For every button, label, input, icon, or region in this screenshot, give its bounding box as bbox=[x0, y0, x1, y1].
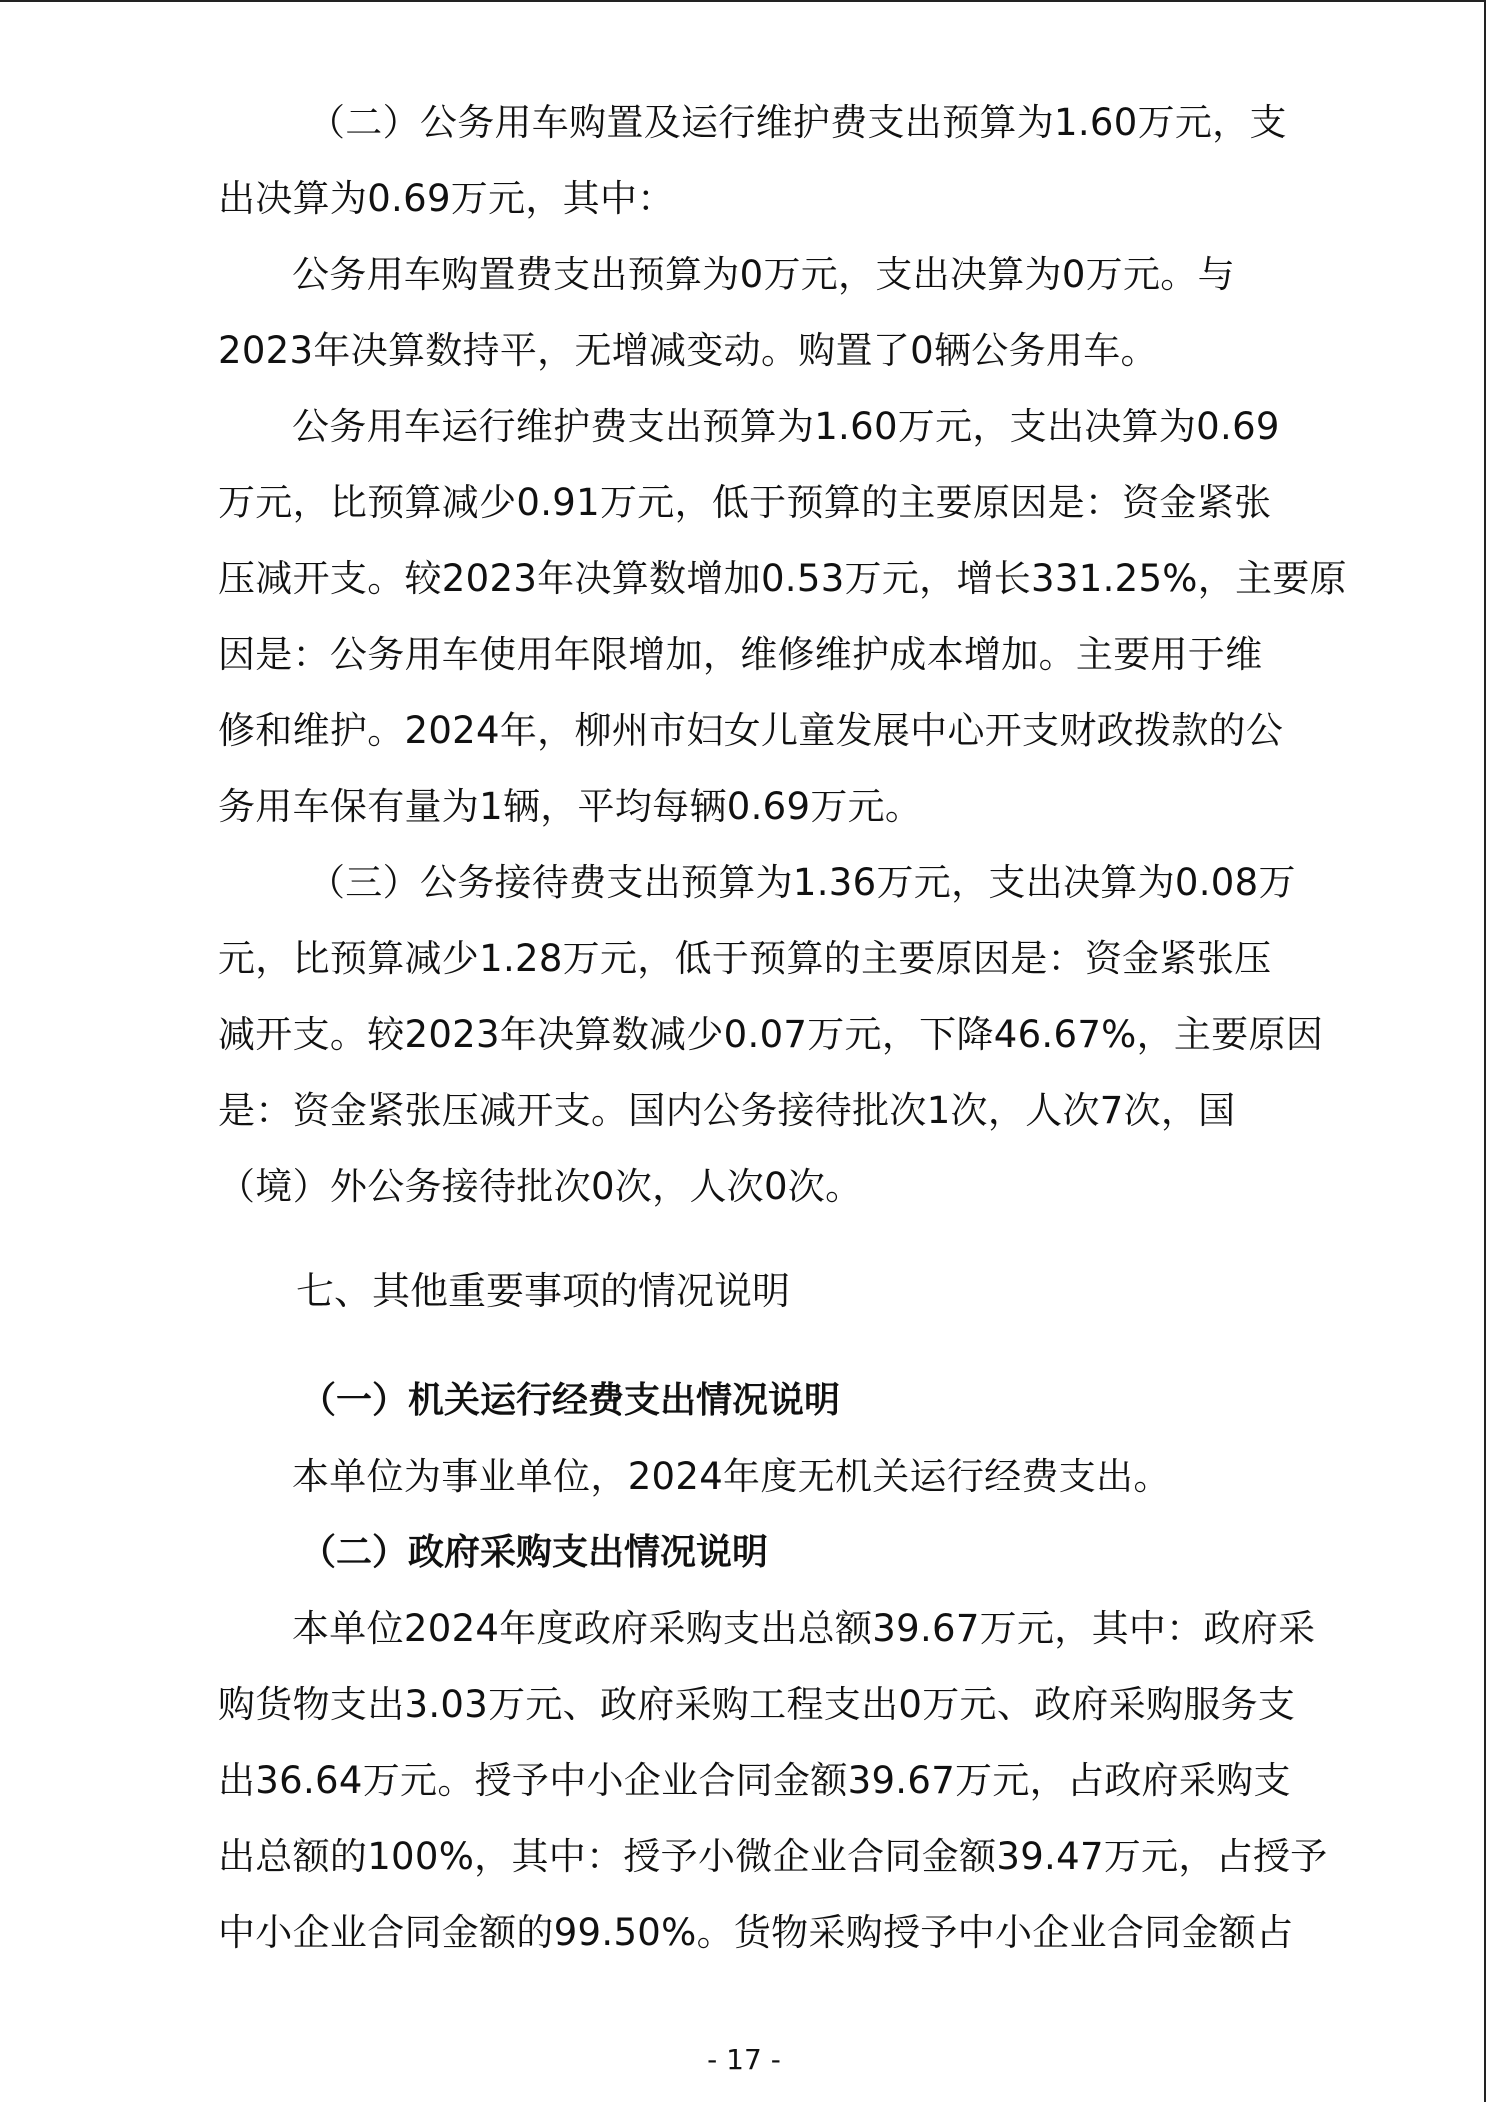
page-number: - 17 - bbox=[707, 2043, 781, 2076]
text-line: 公务用车运行维护费支出预算为1.60万元，支出决算为0.69 bbox=[292, 405, 1280, 448]
text-line: 出决算为0.69万元，其中： bbox=[218, 177, 675, 220]
text-line: 压减开支。较2023年决算数增加0.53万元，增长331.25%，主要原 bbox=[218, 557, 1347, 600]
text-line: 元，比预算减少1.28万元，低于预算的主要原因是：资金紧张压 bbox=[218, 937, 1272, 980]
text-line: （二）公务用车购置及运行维护费支出预算为1.60万元，支 bbox=[308, 101, 1287, 144]
text-line: 购货物支出3.03万元、政府采购工程支出0万元、政府采购服务支 bbox=[218, 1683, 1296, 1726]
subsection-heading: （二）政府采购支出情况说明 bbox=[300, 1532, 769, 1573]
text-line: 出36.64万元。授予中小企业合同金额39.67万元，占政府采购支 bbox=[218, 1759, 1291, 1802]
text-line: （境）外公务接待批次0次，人次0次。 bbox=[218, 1165, 863, 1208]
text-line: 本单位为事业单位，2024年度无机关运行经费支出。 bbox=[292, 1455, 1171, 1498]
text-line: 减开支。较2023年决算数减少0.07万元，下降46.67%，主要原因 bbox=[218, 1013, 1324, 1056]
text-line: 本单位2024年度政府采购支出总额39.67万元，其中：政府采 bbox=[292, 1607, 1316, 1650]
text-line: 万元，比预算减少0.91万元，低于预算的主要原因是：资金紧张 bbox=[218, 481, 1272, 524]
text-line: 因是：公务用车使用年限增加，维修维护成本增加。主要用于维 bbox=[218, 633, 1263, 676]
text-line: 修和维护。2024年，柳州市妇女儿童发展中心开支财政拨款的公 bbox=[218, 709, 1284, 752]
text-line: 出总额的100%，其中：授予小微企业合同金额39.47万元，占授予 bbox=[218, 1835, 1328, 1878]
section-heading: 七、其他重要事项的情况说明 bbox=[296, 1269, 791, 1313]
text-line: 公务用车购置费支出预算为0万元，支出决算为0万元。与 bbox=[292, 253, 1235, 296]
text-line: 是：资金紧张压减开支。国内公务接待批次1次，人次7次，国 bbox=[218, 1089, 1236, 1132]
text-line: 务用车保有量为1辆，平均每辆0.69万元。 bbox=[218, 785, 923, 828]
text-line: 中小企业合同金额的99.50%。货物采购授予中小企业合同金额占 bbox=[218, 1911, 1294, 1954]
subsection-heading: （一）机关运行经费支出情况说明 bbox=[300, 1380, 841, 1421]
text-line: （三）公务接待费支出预算为1.36万元，支出决算为0.08万 bbox=[308, 861, 1296, 904]
text-line: 2023年决算数持平，无增减变动。购置了0辆公务用车。 bbox=[218, 329, 1158, 372]
